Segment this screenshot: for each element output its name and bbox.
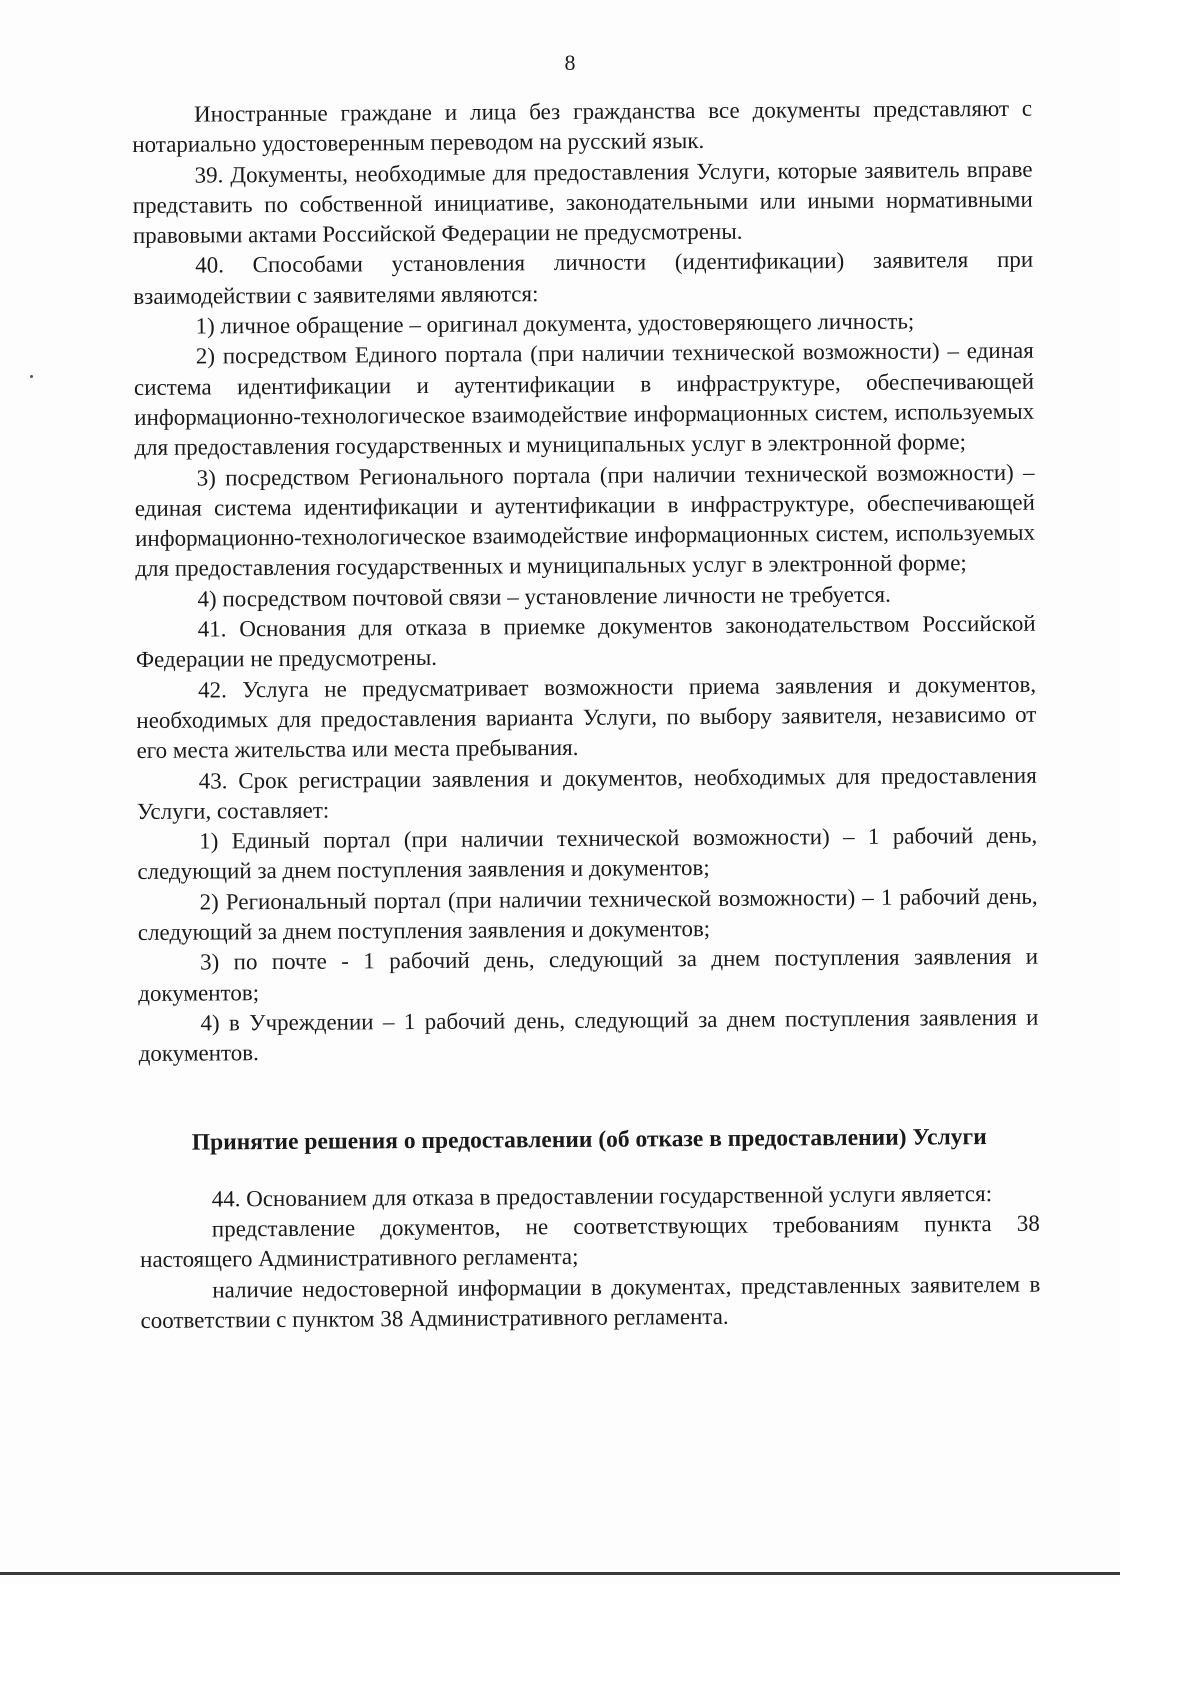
paragraph: 2) посредством Единого портала (при наличии технической возможности) – единая система идентификации и аутентификации в инфраструктуре, обеспечивающей информационно-технологическое взаимодействие информационных систем, используемых для предоставления государственных и муниципальных услуг в электронной форме;: [133, 338, 1035, 461]
page-number: 8: [564, 50, 576, 75]
document-body: [132, 94, 1041, 1337]
scan-bottom-edge: [0, 1572, 1120, 1575]
paragraph: 1) Единый портал (при наличии технической возможности) – 1 рабочий день, следующий за днем поступления заявления и документов;: [137, 822, 1038, 885]
paragraph: 41. Основания для отказа в приемке документов законодательством Российской Федерации не предусмотрены.: [135, 610, 1036, 673]
paragraph: 1) личное обращение – оригинал документа, удостоверяющего личность;: [195, 308, 915, 339]
paragraph: 43. Срок регистрации заявления и документов, необходимых для предоставления Услуги, составляет:: [136, 762, 1037, 824]
paragraph: наличие недостоверной информации в документах, представленных заявителем в соответствии с пунктом 38 Административного регламента.: [140, 1271, 1041, 1333]
paragraphs-before: [132, 94, 1039, 1070]
paragraph: 40. Способами установления личности (идентификации) заявителя при взаимодействии с заявителями являются:: [133, 247, 1034, 309]
paragraph: 3) по почте - 1 рабочий день, следующий за днем поступления заявления и документов;: [138, 944, 1039, 1006]
paragraph: Иностранные граждане и лица без гражданства все документы представляют с нотариально удостоверенным переводом на русский язык.: [132, 95, 1033, 158]
scan-speck: [30, 375, 33, 378]
paragraph: 42. Услуга не предусматривает возможности приема заявления и документов, необходимых для предоставления варианта Услуги, по выбору заявителя, независимо от его места жительства или места пребывания.: [136, 671, 1037, 764]
paragraphs-after: [140, 1178, 1041, 1336]
paragraph: 4) в Учреждении – 1 рабочий день, следующий за днем поступления заявления и документов.: [138, 1004, 1039, 1067]
section-title: Принятие решения о предоставлении (об отказе в предоставлении) Услуги: [191, 1123, 987, 1156]
paragraph: 44. Основанием для отказа в предоставлении государственной услуги является:: [211, 1180, 993, 1212]
paragraph: 2) Региональный портал (при наличии технической возможности) – 1 рабочий день, следующий за днем поступления заявления и документов;: [137, 883, 1038, 945]
paragraph: представление документов, не соответствующих требованиям пункта 38 настоящего Административного регламента;: [140, 1210, 1040, 1273]
paragraph: 4) посредством почтовой связи – установление личности не требуется.: [197, 581, 891, 612]
paragraph: 3) посредством Регионального портала (при наличии технической возможности) – единая система идентификации и аутентификации в инфраструктуре, обеспечивающей информационно-технологическое взаимодействие информационных систем, используемых для предоставления государственных и муниципальных услуг в электронной форме;: [134, 459, 1036, 582]
paragraph: 39. Документы, необходимые для предоставления Услуги, которые заявитель вправе представить по собственной инициативе, законодательными или иными нормативными правовыми актами Российской Федерации не предусмотрены.: [132, 156, 1033, 249]
